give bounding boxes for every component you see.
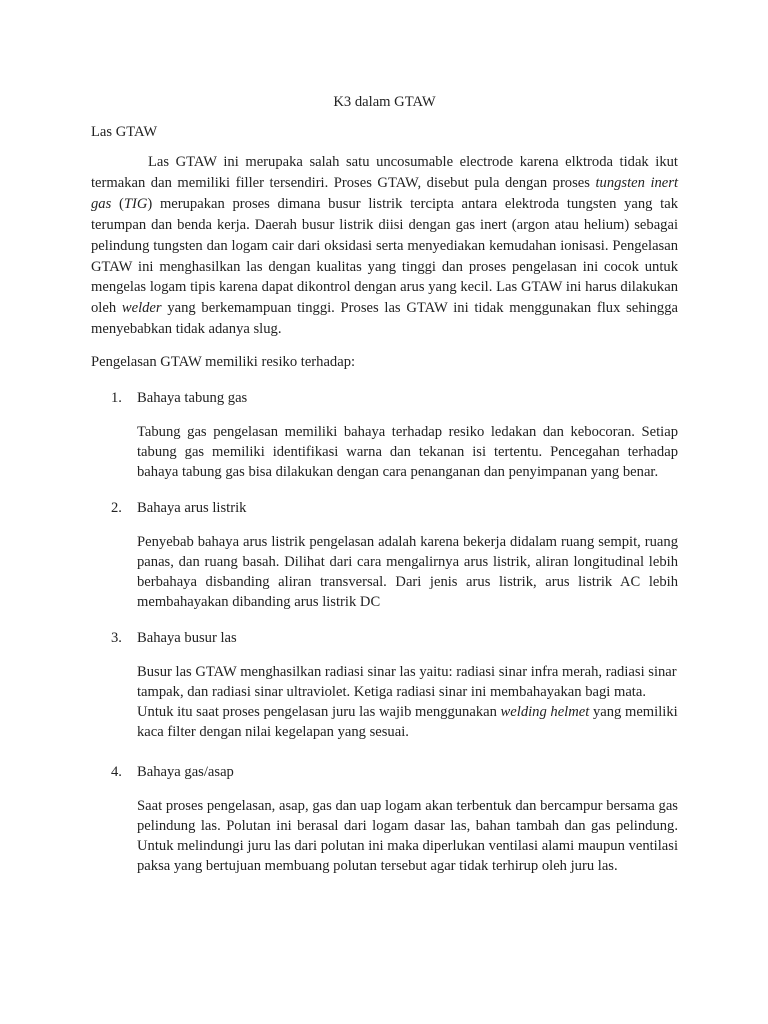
intro-text-2: ( xyxy=(111,195,124,212)
intro-italic-welder: welder xyxy=(121,300,162,317)
risk-heading: Bahaya tabung gas xyxy=(137,390,248,407)
risk-number: 2. xyxy=(111,500,122,517)
risk-item-welding-arc xyxy=(91,628,678,742)
risk-item-electric-current xyxy=(91,498,678,612)
intro-italic-tungsten: tungsten inert gas xyxy=(91,174,679,212)
risk-number: 1. xyxy=(111,390,122,407)
intro-paragraph xyxy=(91,152,678,340)
intro-italic-tig: TIG xyxy=(123,195,148,212)
risk-heading: Bahaya arus listrik xyxy=(137,500,247,517)
risk-heading: Bahaya busur las xyxy=(137,630,237,647)
risk-number: 4. xyxy=(111,764,122,781)
risk-lead: Pengelasan GTAW memiliki resiko terhadap: xyxy=(91,354,356,371)
document-title: K3 dalam GTAW xyxy=(333,94,436,110)
risk-body: Tabung gas pengelasan memiliki bahaya terhadap resiko ledakan dan kebocoran. Setiap tabung gas memiliki identifikasi warna dan tekanan isi tertentu. Pencegahan terhadap bahaya tabung gas bisa dilakukan dengan cara penanganan dan penyimpanan yang benar. xyxy=(137,424,678,481)
intro-text-1: Las GTAW ini merupaka salah satu uncosumable electrode karena elktroda tidak ikut termakan dan memiliki filler tersendiri. Proses GTAW, disebut pula dengan proses xyxy=(91,154,678,191)
risk-number: 3. xyxy=(111,630,122,647)
intro-text-4: yang berkemampuan tinggi. Proses las GTAW ini tidak menggunakan flux sehingga menyebabkan tidak adanya slug. xyxy=(91,300,678,338)
risk-body-italic-helmet: welding helmet xyxy=(500,704,590,721)
risk-item-gas-cylinder xyxy=(91,388,678,482)
risk-body-text-1: Busur las GTAW menghasilkan radiasi sinar las yaitu: radiasi sinar infra merah, radiasi sinar tampak, dan radiasi sinar ultraviolet. Ketiga radiasi sinar ini membahayakan bagi mata. Untuk itu saat proses pengelasan juru las wajib menggunakan xyxy=(137,664,677,721)
risk-item-gas-smoke xyxy=(91,762,678,876)
risk-body: Penyebab bahaya arus listrik pengelasan adalah karena bekerja didalam ruang sempit, ruang panas, dan ruang basah. Dilihat dari cara mengalirnya arus listrik, aliran longitudinal lebih berbahaya disbanding aliran transversal. Dari jenis arus listrik, arus listrik AC lebih membahayakan dibanding arus listrik DC xyxy=(137,534,678,611)
risk-heading: Bahaya gas/asap xyxy=(137,764,234,781)
risk-body-text-2: yang memiliki kaca filter dengan nilai kegelapan yang sesuai. xyxy=(137,704,678,741)
risk-body xyxy=(137,662,678,742)
risk-body: Saat proses pengelasan, asap, gas dan uap logam akan terbentuk dan bercampur bersama gas pelindung las. Polutan ini berasal dari logam dasar las, bahan tambah dan gas pelindung. Untuk melindungi juru las dari polutan ini maka diperlukan ventilasi alami maupun ventilasi paksa yang bertujuan membuang polutan tersebut agar tidak terhirup oleh juru las. xyxy=(137,798,678,875)
section-heading: Las GTAW xyxy=(91,124,158,140)
intro-text-3: ) merupakan proses dimana busur listrik tercipta antara elektroda tungsten yang tak terumpan dan benda kerja. Daerah busur listrik diisi dengan gas inert (argon atau helium) sebagai pelindung tungsten dan logam cair dari oksidasi serta menyediakan kemudahan ionisasi. Pengelasan GTAW ini menghasilkan las dengan kualitas yang tinggi dan proses pengelasan ini cocok untuk mengelas logam tipis karena dapat dikontrol dengan arus yang kecil. Las GTAW ini harus dilakukan oleh xyxy=(91,195,678,317)
document-page xyxy=(91,92,678,876)
